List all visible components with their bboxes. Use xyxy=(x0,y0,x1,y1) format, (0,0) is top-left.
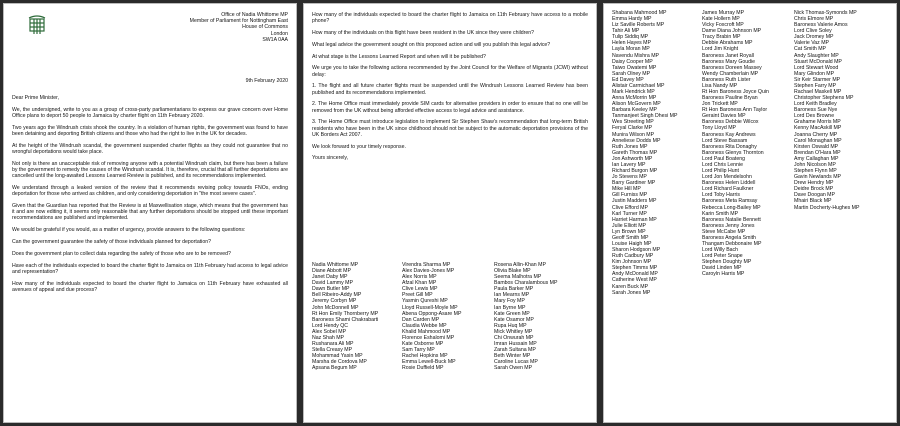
signatory-name: Christopher Stephens MP xyxy=(794,95,854,102)
signatory-name: Vicky Foxcroft MP xyxy=(702,22,744,29)
signatory-column xyxy=(612,10,677,296)
signatory-name: Mary Foy MP xyxy=(494,298,525,305)
signatory-name: Tracy Brabin MP xyxy=(702,34,741,41)
signatory-name: Grahame Morris MP xyxy=(794,119,841,126)
question: At what stage is the Lessons Learned Report and when will it be published? xyxy=(312,53,486,60)
paragraph: Two years ago the Windrush crisis shook the country. In a violation of human rights, the government was found to have been detaining and deporting British citizens and those who had the right to live in the UK for decades. xyxy=(12,124,288,137)
signatory-name: Alistair Carmichael MP xyxy=(612,82,665,89)
signatory-name: Baroness Jenny Jones xyxy=(702,222,755,229)
signatory-name: Emma Hardy MP xyxy=(612,16,652,23)
signatory-name: Dame Diana Johnson MP xyxy=(702,28,762,35)
signatory-name: Joanna Cherry MP xyxy=(794,131,838,138)
signatory-name: Rachel Hopkins MP xyxy=(402,353,448,360)
signatory-name: Jon Ashworth MP xyxy=(612,155,653,162)
signatory-name: Alison McGovern MP xyxy=(612,101,661,108)
signatory-name: Julie Elliott MP xyxy=(612,222,647,229)
paragraph: We urge you to take the following actions recommended by the Joint Council for the Welfare of Migrants (JCWI) without delay: xyxy=(312,65,588,78)
signatory-name: Barbara Keeley MP xyxy=(612,107,657,114)
signatory-name: Lord Peter Snape xyxy=(702,253,743,260)
paragraph: We, the undersigned, write to you as a group of cross-party parliamentarians to express our grave concern over Home Office plans to deport 50 people to Jamaica by charter flight on 11th February 2020. xyxy=(12,106,288,119)
salutation: Dear Prime Minister, xyxy=(12,95,59,101)
signatory-column xyxy=(702,10,769,277)
signatory-name: Geraint Davies MP xyxy=(702,113,746,120)
signatory-name: Nadia Whittome MP xyxy=(312,262,359,268)
signatory-name: Ruth Cadbury MP xyxy=(612,253,654,260)
signatory-name: Deidre Brock MP xyxy=(794,186,834,193)
signatory-name: Lord Keith Bradley xyxy=(794,101,837,108)
signatory-name: Tahir Ali MP xyxy=(612,28,640,35)
signatory-name: Gill Furniss MP xyxy=(612,192,648,199)
paragraph: We would be grateful if you would, as a matter of urgency, provide answers to the following questions: xyxy=(12,227,246,234)
recommendation: 1. The flight and all future charter flights must be suspended until the Windrush Lessons Learned Review has been published and its recommendations implemented. xyxy=(312,83,588,96)
signatory-name: Lord Jon Mendelsohn xyxy=(702,174,752,181)
signatory-name: Alex Sobel MP xyxy=(312,328,347,335)
signatory-name: Marsha de Cordova MP xyxy=(312,359,367,366)
signatory-name: Mike Hill MP xyxy=(612,186,641,193)
signatory-name: Dave Doogan MP xyxy=(794,192,835,199)
signatory-name: Rt Hon Baroness Joyce Quin xyxy=(702,89,769,96)
signatory-name: Apsana Begum MP xyxy=(312,365,357,372)
signatory-name: Bambos Charalambous MP xyxy=(494,280,558,287)
question: Have each of the individuals expected to board the charter flight to Jamaica on 11th February had access to legal advice and representation? xyxy=(12,262,288,275)
signatory-name: Mhairi Black MP xyxy=(794,198,832,205)
signatory-name: Stuart McDonald MP xyxy=(794,58,842,65)
signatory-name: Olivia Blake MP xyxy=(494,268,531,275)
closing: We look forward to your timely response. xyxy=(312,143,406,150)
signatory-name: Lord Paul Boateng xyxy=(702,155,745,162)
signatory-name: Afzal Khan MP xyxy=(402,280,437,287)
signatory-name: Ruth Jones MP xyxy=(612,143,648,150)
letter-page-1 xyxy=(4,4,296,422)
signatory-name: Feryal Clarke MP xyxy=(612,125,653,132)
signatory-name: Ian Mearns MP xyxy=(494,292,530,299)
signatory-name: Sam Tarry MP xyxy=(402,347,435,354)
signatory-name: Lord Richard Faulkner xyxy=(702,186,754,193)
signatory-name: Ian Byrne MP xyxy=(494,304,526,311)
signatory-name: Gareth Thomas MP xyxy=(612,149,658,156)
paragraph: Given that the Guardian has reported that the Review is at Maxwellisation stage, which means that the government has it and are now editing it, it seems only reasonable that any further deportations should be stopped until these important recommendations are published and implemented. xyxy=(12,203,288,222)
question: How many of the individuals expected to board the charter flight to Jamaica on 11th February have access to a mobile phone? xyxy=(312,12,588,25)
signatory-name: Baroness Kay Andrews xyxy=(702,131,756,138)
signatory-name: Lyn Brown MP xyxy=(612,228,646,235)
signatory-name: Justin Madders MP xyxy=(612,198,657,205)
paragraph: We understand through a leaked version of the review that it recommends revising policy towards FNOs, ending deportation for those who arrived as children, and only considering deportation in "the most severe cases". xyxy=(12,185,288,198)
signatory-name: John Nicolson MP xyxy=(794,161,836,168)
signatory-name: Kate Osborne MP xyxy=(402,341,444,348)
letter-page-2 xyxy=(304,4,596,422)
signatory-column xyxy=(312,262,378,371)
signatory-name: Kate Green MP xyxy=(494,310,530,317)
signatory-name: Rachael Maskell MP xyxy=(794,89,842,96)
signatory-name: Tony Lloyd MP xyxy=(702,125,737,132)
signatory-name: Drew Hendry MP xyxy=(794,180,834,187)
signatory-name: Lord Stewart Wood xyxy=(794,64,839,71)
signatory-name: Geoff Smith MP xyxy=(612,234,649,241)
signatory-name: Martin Docherty-Hughes MP xyxy=(794,204,860,211)
portcullis-crest-icon xyxy=(26,12,48,36)
signatory-name: Lord Des Browne xyxy=(794,113,835,120)
signatory-name: Harriet Harman MP xyxy=(612,216,657,223)
signatory-name: Baroness Shami Chakrabarti xyxy=(312,316,379,323)
signatory-name: David Linden MP xyxy=(702,265,742,272)
signatory-name: Paula Barker MP xyxy=(494,286,534,293)
signatory-name: Kenny MacAskill MP xyxy=(794,125,842,132)
signatory-name: Ed Davey MP xyxy=(612,76,644,83)
signatory-name: Catherine West MP xyxy=(612,277,657,284)
signatory-name: Florence Eshalomi MP xyxy=(402,334,455,341)
signatory-name: Lord Steve Bassam xyxy=(702,137,748,144)
signatory-name: Lord Clive Soley xyxy=(794,28,832,35)
signatory-name: Stephen Farry MP xyxy=(794,82,837,89)
signatory-name: Khalid Mahmood MP xyxy=(402,328,451,335)
signatory-name: Baroness Glenys Thornton xyxy=(702,149,764,156)
signatory-name: Lord Philip Hunt xyxy=(702,168,739,175)
signatory-name: James Murray MP xyxy=(702,10,745,16)
signatory-name: Stephen Doughty MP xyxy=(702,259,752,266)
signatory-name: Amy Callaghan MP xyxy=(794,155,839,162)
signatory-name: Wendy Chamberlain MP xyxy=(702,70,759,77)
question: How many of the individuals on this flight have been resident in the UK since they were children? xyxy=(312,30,535,36)
signatory-name: Lord Chris Lennie xyxy=(702,161,743,168)
signatory-name: Stella Creasy MP xyxy=(312,347,353,354)
signatory-name: Jeremy Corbyn MP xyxy=(312,298,357,305)
signatory-name: Yasmin Qureshi MP xyxy=(402,298,448,305)
signatory-name: Richard Burgon MP xyxy=(612,168,658,175)
signatory-column xyxy=(402,262,461,371)
signatory-name: Steve McCabe MP xyxy=(702,228,746,235)
signatory-name: Mark Hendrick MP xyxy=(612,89,655,96)
signatory-name: Karl Turner MP xyxy=(612,210,647,217)
signatory-name: Daisy Cooper MP xyxy=(612,58,653,65)
signatory-name: Caroyln Harris MP xyxy=(702,271,745,278)
signatory-name: Dan Carden MP xyxy=(402,316,440,323)
signatory-name: Lord Toby Harris xyxy=(702,192,740,199)
signatory-name: Rosena Allin-Khan MP xyxy=(494,262,546,268)
signatory-name: Baroness Rita Donaghy xyxy=(702,143,757,150)
signatory-name: Wes Streeting MP xyxy=(612,119,654,126)
signatory-name: Brendan O'Hara MP xyxy=(794,149,841,156)
signatory-name: Jack Dromey MP xyxy=(794,34,834,41)
signatory-name: Seema Malhotra MP xyxy=(494,274,542,281)
signatory-name: Taiwo Owatemi MP xyxy=(612,64,657,71)
recommendation: 2. The Home Office must immediately provide SIM cards for alternative providers in order to ensure that no one will be removed from the UK without being afforded effective access to legal advice and assistance. xyxy=(312,101,588,114)
signatory-name: Kirsten Oswald MP xyxy=(794,143,839,150)
signatory-name: Zarah Sultana MP xyxy=(494,347,536,354)
signatory-name: Layla Moran MP xyxy=(612,46,650,53)
signatory-name: Liz Saville Roberts MP xyxy=(612,22,665,29)
signatory-name: Claudia Webbe MP xyxy=(402,322,447,329)
signatory-name: Sarah Olney MP xyxy=(612,70,651,77)
signatory-name: Rt Hon Emily Thornberry MP xyxy=(312,310,379,317)
signatory-name: Baroness Debbie Wilcox xyxy=(702,119,759,126)
signatory-name: Sarah Owen MP xyxy=(494,365,533,372)
signatory-name: Naz Shah MP xyxy=(312,334,345,341)
signatory-name: Anneliese Dodds MP xyxy=(612,137,661,144)
question: Can the government guarantee the safety of those individuals planned for deportation? xyxy=(12,239,211,245)
signatory-name: Imran Hussain MP xyxy=(494,341,537,348)
signatory-name: Clive Efford MP xyxy=(612,204,648,211)
signatory-name: David Lammy MP xyxy=(312,280,353,287)
signatory-name: Dawn Butler MP xyxy=(312,286,350,293)
signatory-name: Munira Wilson MP xyxy=(612,131,655,138)
signatory-name: Stephen Flynn MP xyxy=(794,168,837,175)
signatory-name: Rupa Huq MP xyxy=(494,322,527,329)
question: What legal advice the government sought on this proposed action and will you publish this legal advice? xyxy=(312,41,551,48)
signatory-name: Abena Oppong-Asare MP xyxy=(402,310,462,317)
signatory-name: Rebecca Long-Bailey MP xyxy=(702,204,761,211)
letter-page-3 xyxy=(604,4,896,422)
signatory-name: Baroness Meta Ramsay xyxy=(702,198,758,205)
question: How many of the individuals expected to board the charter flight to Jamaica on 11th February have exhausted all avenues of appeal and due process? xyxy=(12,280,288,293)
signatory-name: Debbie Abrahams MP xyxy=(702,40,753,47)
signatory-name: Nick Thomas-Symonds MP xyxy=(794,10,857,16)
signatory-name: Baroness Angela Smith xyxy=(702,234,756,241)
signatory-name: Carol Monaghan MP xyxy=(794,137,842,144)
signatory-name: Alex Davies-Jones MP xyxy=(402,268,455,275)
signatory-name: Thangam Debbonaire MP xyxy=(702,240,762,247)
signatory-name: Emma Lewell-Buck MP xyxy=(402,359,456,366)
signatory-name: Ian Lavery MP xyxy=(612,161,646,168)
signatory-name: Andy Slaughter MP xyxy=(794,52,839,59)
letter-body-continued xyxy=(312,12,588,167)
signatory-name: Lord Jim Knight xyxy=(702,46,739,53)
signatory-name: Sharon Hodgson MP xyxy=(612,247,661,254)
signatory-name: Baroness Doreen Massey xyxy=(702,64,762,71)
signatory-name: Jon Trickett MP xyxy=(702,101,738,108)
signatory-name: Mick Whitley MP xyxy=(494,328,533,335)
signatory-name: Beth Winter MP xyxy=(494,353,531,360)
signatory-name: Tulip Siddiq MP xyxy=(612,34,649,41)
signatory-name: Baroness Helen Liddell xyxy=(702,180,756,187)
signatory-name: Sarah Jones MP xyxy=(612,289,651,296)
letter-date: 9th February 2020 xyxy=(245,78,288,84)
signatory-column xyxy=(794,10,859,211)
signatory-name: Cat Smith MP xyxy=(794,46,826,53)
signatory-name: Rushanara Ali MP xyxy=(312,341,354,348)
signatory-name: Caroline Lucas MP xyxy=(494,359,538,366)
signatory-name: John McDonnell MP xyxy=(312,304,359,311)
signatory-name: Baroness Valerie Amos xyxy=(794,22,848,29)
signatory-name: Baroness Janet Royall xyxy=(702,52,754,59)
signatory-name: Kate Hollern MP xyxy=(702,16,740,23)
signatory-name: Anna McMorrin MP xyxy=(612,95,657,102)
signatory-name: Stephen Timms MP xyxy=(612,265,658,272)
signatory-name: Louise Haigh MP xyxy=(612,240,652,247)
paragraph: Not only is there an unacceptable risk of removing anyone with a potential Windrush claim, but there has been a failure by the government to remedy the causes of the Windrush scandal. It is, therefore, crucial that all further deportations are cancelled until the long-awaited Lessons Learned Review is published, and its recommendations implemented. xyxy=(12,160,288,180)
signatory-name: Navendu Mishra MP xyxy=(612,52,659,59)
signatory-name: Clive Lewis MP xyxy=(402,286,438,293)
signatory-name: Baroness Pauline Bryan xyxy=(702,95,758,102)
signatory-name: Shabana Mahmood MP xyxy=(612,10,667,16)
signatory-name: Bell Ribeiro-Addy MP xyxy=(312,292,362,299)
signatory-name: Rosie Duffield MP xyxy=(402,365,444,372)
signatory-name: Lisa Nandy MP xyxy=(702,82,738,89)
signatory-name: Virendra Sharma MP xyxy=(402,262,451,268)
signatory-name: Kim Johnson MP xyxy=(612,259,652,266)
signatory-name: Kate Osamor MP xyxy=(494,316,534,323)
signatory-name: Baroness Ruth Lister xyxy=(702,76,751,83)
signatory-name: Diane Abbott MP xyxy=(312,268,351,275)
signatory-name: Preet Gill MP xyxy=(402,292,433,299)
signatory-name: Tanmanjeet Singh Dhesi MP xyxy=(612,113,678,120)
signatory-column xyxy=(494,262,557,371)
signatory-name: Lord Willy Bach xyxy=(702,247,739,254)
letter-body xyxy=(12,95,288,299)
signatory-name: Baroness Natalie Bennett xyxy=(702,216,761,223)
signatory-name: Alex Norris MP xyxy=(402,274,437,281)
question: Does the government plan to collect data regarding the safety of those who are to be removed? xyxy=(12,250,231,257)
paragraph: At the height of the Windrush scandal, the government suspended charter flights as they could not guarantee that no wrongful deportations would take place. xyxy=(12,142,288,155)
signatory-name: Helen Hayes MP xyxy=(612,40,651,47)
signatory-name: Sir Keir Starmer MP xyxy=(794,76,841,83)
signatory-name: Andy McDonald MP xyxy=(612,271,658,278)
signatory-name: Baroness Sue Nye xyxy=(794,107,838,114)
signatory-name: Mary Glindon MP xyxy=(794,70,835,77)
signatory-name: Rt Hon Baroness Ann Taylor xyxy=(702,107,768,114)
signatory-name: Janet Daby MP xyxy=(312,274,348,281)
signatory-name: Jo Stevens MP xyxy=(612,174,647,181)
office-address: Office of Nadia Whittome MP Member of Parliament for Nottingham East House of Commons London SW1A 0AA xyxy=(189,12,288,43)
signatory-name: Karin Smith MP xyxy=(702,210,739,217)
signatory-name: Lloyd Russell-Moyle MP xyxy=(402,304,458,311)
signatory-name: Gavin Newlands MP xyxy=(794,174,841,181)
signatory-name: Lord Hendy QC xyxy=(312,322,349,329)
recommendation: 3. The Home Office must introduce legislation to implement Sir Stephen Shaw's recommendation that long-term British residents who have been in the UK since childhood should not be subject to the automatic deportation provisions of the UK Borders Act 2007. xyxy=(312,119,588,138)
signatory-name: Barry Gardiner MP xyxy=(612,180,656,187)
sign-off: Yours sincerely, xyxy=(312,155,349,162)
signatory-name: Karen Buck MP xyxy=(612,283,649,290)
signatory-name: Chi Onwurah MP xyxy=(494,334,534,341)
signatory-name: Chris Elmore MP xyxy=(794,16,834,23)
signatory-name: Mohammad Yasin MP xyxy=(312,353,363,360)
signatory-name: Baroness Mary Goudie xyxy=(702,58,756,65)
signatory-name: Valerie Vaz MP xyxy=(794,40,829,47)
